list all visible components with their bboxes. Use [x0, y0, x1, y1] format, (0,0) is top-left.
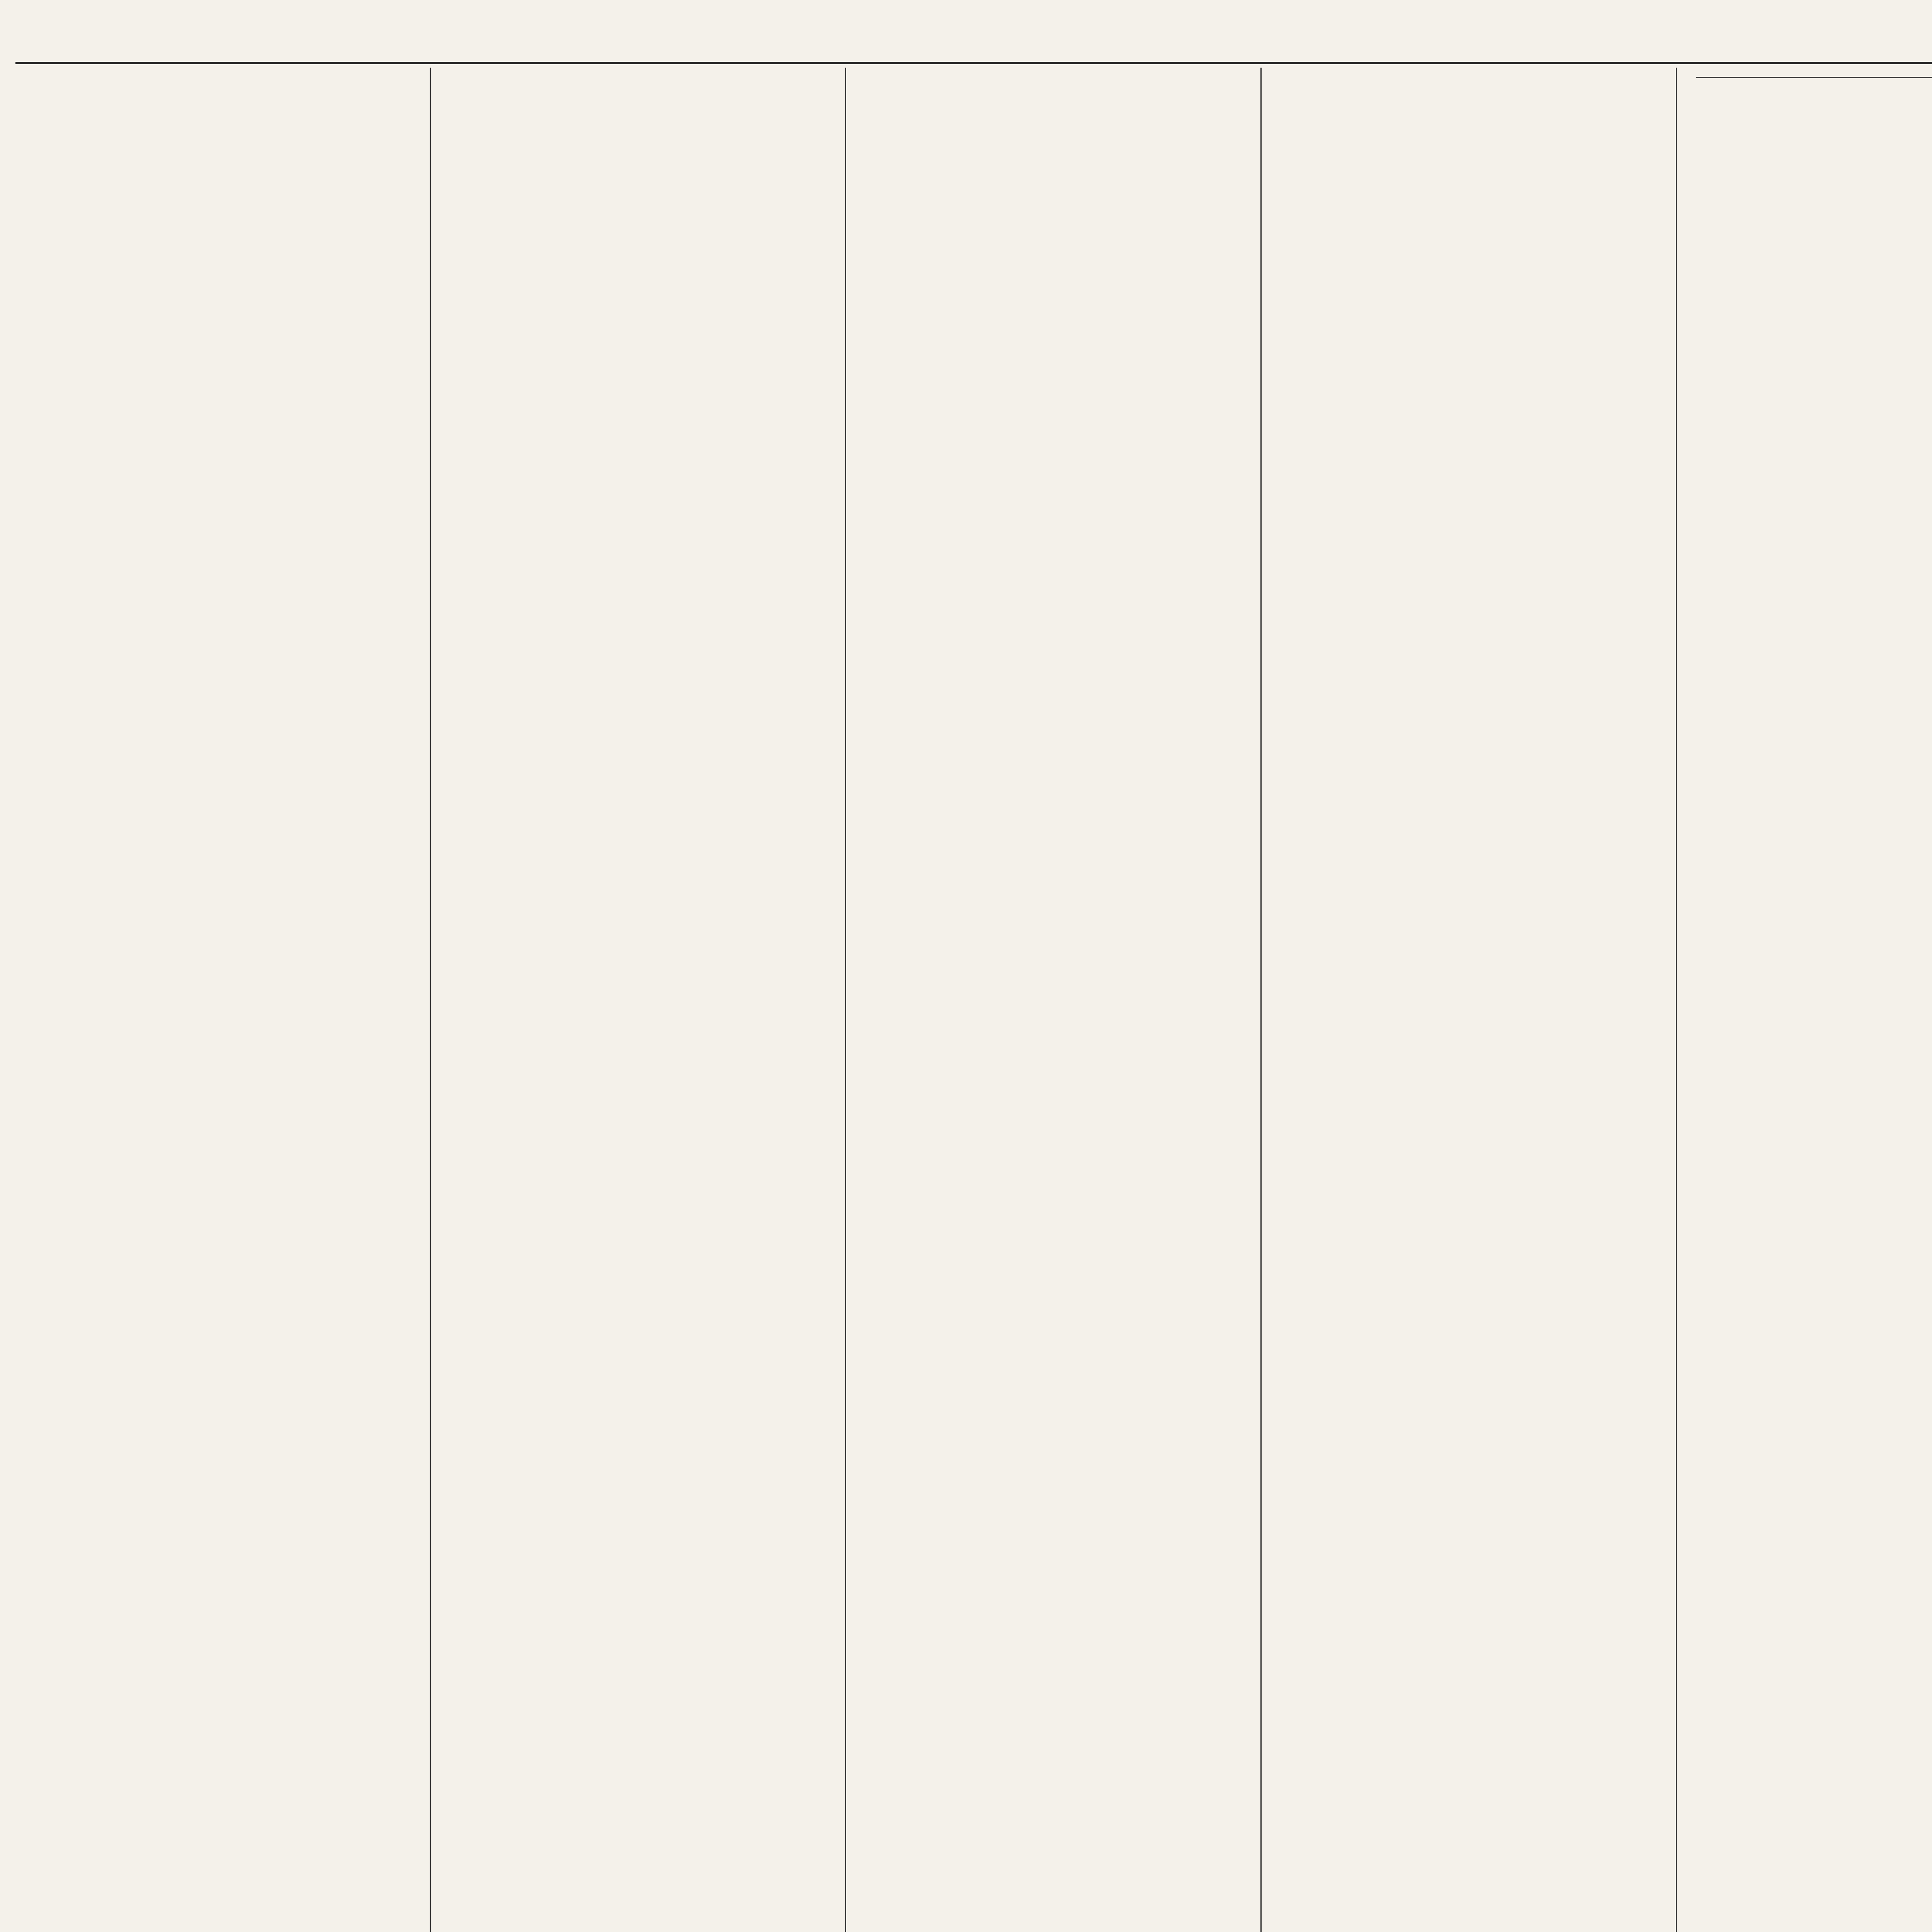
column-council-debate: [17, 68, 427, 1932]
column-rule: [430, 68, 431, 1932]
column-rule: [1260, 68, 1262, 1932]
masthead: [15, 4, 1932, 64]
column-railway-ordinance: [435, 68, 840, 1932]
column-literature: [850, 68, 1256, 1932]
column-literature-cont: [1265, 68, 1675, 1932]
ad-new-imports: [1681, 68, 1932, 1932]
column-rule: [1676, 68, 1677, 1932]
column-rule: [845, 68, 846, 1932]
